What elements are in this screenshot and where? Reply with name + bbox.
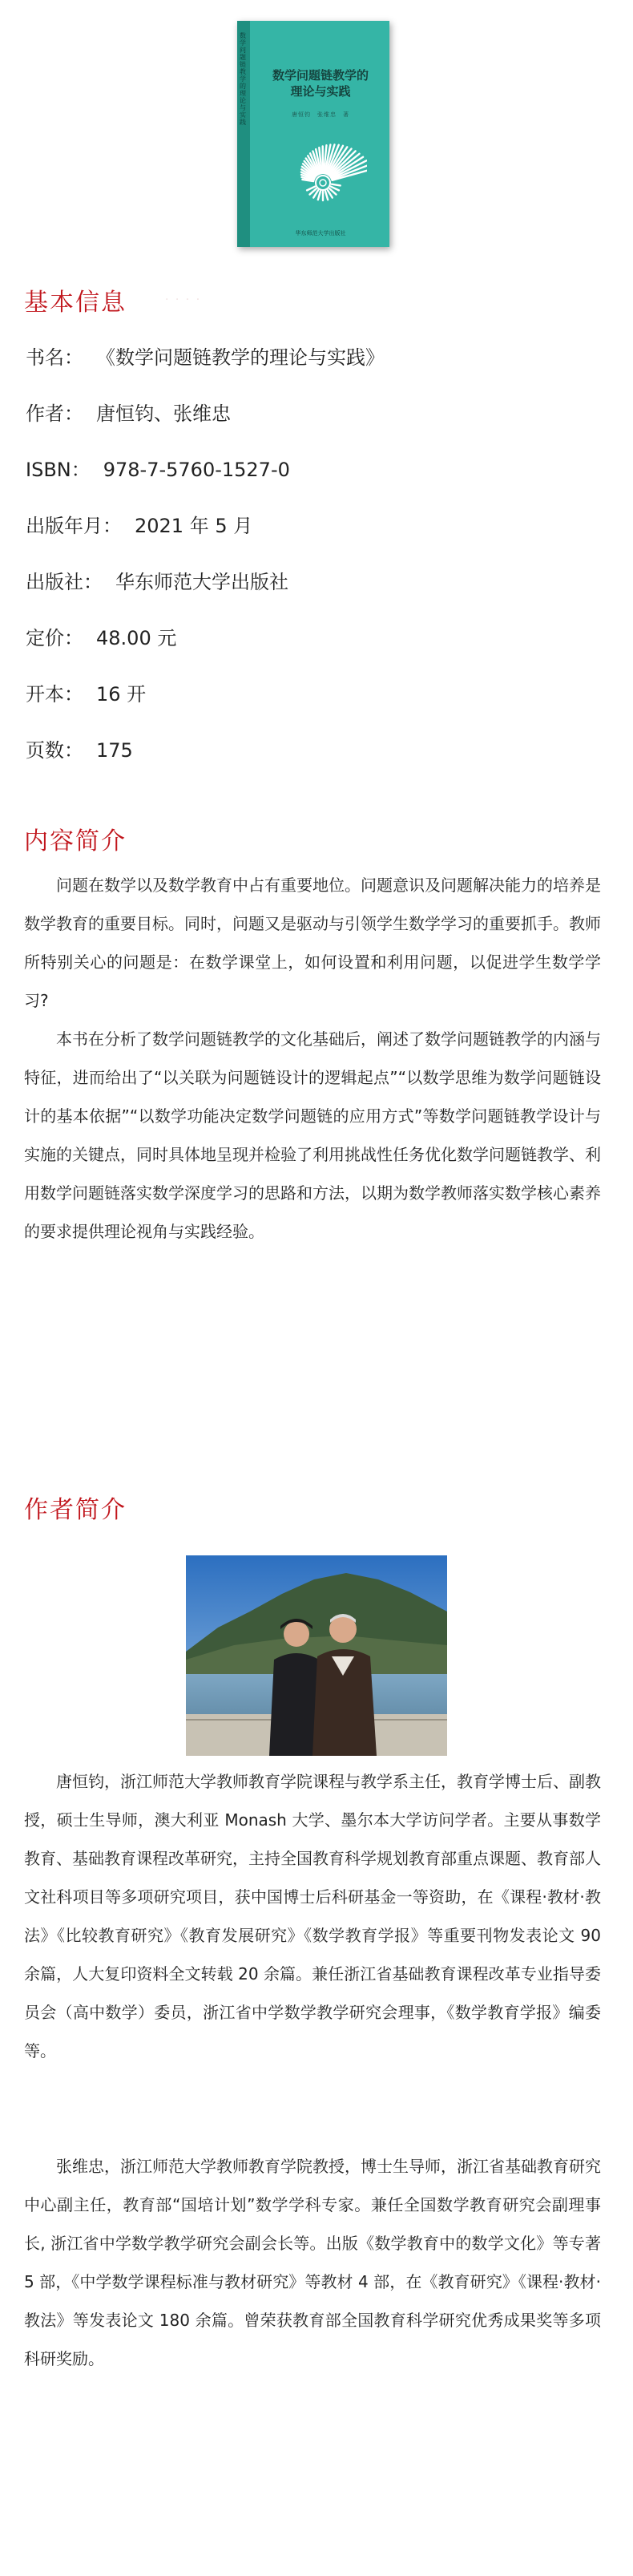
info-row-pages	[26, 734, 133, 762]
author-photo	[186, 1555, 447, 1756]
info-row-book-name	[26, 342, 385, 370]
info-row-isbn	[26, 454, 290, 482]
info-row-format	[26, 678, 146, 706]
cover-art-ray	[318, 192, 321, 200]
cover-publisher: 华东师范大学出版社	[295, 230, 346, 237]
author-paragraph-2: 张维忠，浙江师范大学教师教育学院教授，博士生导师，浙江省基础教育研究中心副主任，教育部“国培计划”数学学科专家。兼任全国数学教育研究会副理事长, 浙江省中学数学教学研究会副会长等。出版《数学教育中的数学文化》等专著 5 部，《中学数学课程标准与教材研究》等教材 4 部，在《教育研究》《课程·教材·教法》等发表论文 180 余篇。曾荣获教育部全国教育科学研究优秀成果奖等多项科研奖励。	[24, 2157, 601, 2368]
info-label-pages: 页数：	[26, 739, 83, 762]
info-value-isbn: 978-7-5760-1527-0	[103, 459, 290, 481]
info-value-pages: 175	[96, 739, 133, 762]
cover-spine	[237, 21, 250, 247]
cover-title-line2: 理论与实践	[290, 84, 351, 99]
info-label-pub-date: 出版年月：	[26, 515, 122, 537]
info-row-publisher	[26, 566, 288, 594]
info-value-publisher: 华东师范大学出版社	[115, 571, 288, 593]
info-value-price: 48.00 元	[96, 627, 177, 649]
info-value-pub-date: 2021 年 5 月	[135, 515, 253, 537]
info-value-format: 16 开	[96, 683, 147, 706]
info-row-price	[26, 622, 176, 650]
info-label-publisher: 出版社：	[26, 571, 103, 593]
info-label-book-name: 书名：	[26, 346, 83, 369]
cover-spiral-art	[279, 133, 367, 221]
cover-spine-text: 数学问题链教学的理论与实践	[240, 32, 246, 126]
cover-art-ray	[325, 192, 328, 200]
heading-authors: 作者简介	[24, 1496, 127, 1524]
info-label-format: 开本：	[26, 683, 83, 706]
summary-paragraph-1: 问题在数学以及数学教育中占有重要地位。问题意识及问题解决能力的培养是数学教育的重要目标。同时，问题又是驱动与引领学生数学学习的重要抓手。教师所特别关心的问题是：在数学课堂上，如何设置和利用问题，以促进学生数学学习?	[24, 876, 601, 1010]
info-label-isbn: ISBN：	[26, 459, 91, 481]
info-row-pub-date	[26, 510, 252, 538]
info-label-author: 作者：	[26, 402, 83, 425]
author-paragraph-1: 唐恒钧，浙江师范大学教师教育学院课程与教学系主任，教育学博士后、副教授，硕士生导师，澳大利亚 Monash 大学、墨尔本大学访问学者。主要从事数学教育、基础教育课程改革研究，主持全国教育科学规划教育部重点课题、教育部人文社科项目等多项研究项目，获中国博士后科研基金一等资助，在《课程·教材·教法》《比较教育研究》《教育发展研究》《数学教育学报》等重要刊物发表论文 90 余篇，人大复印资料全文转载 20 余篇。兼任浙江省基础教育课程改革专业指导委员会（高中数学）委员，浙江省中学数学教学研究会理事，《数学教育学报》编委等。	[24, 1772, 601, 2060]
cover-title	[260, 67, 381, 99]
cover-title-line1: 数学问题链教学的	[272, 68, 369, 83]
summary-paragraph-2: 本书在分析了数学问题链教学的文化基础后，阐述了数学问题链教学的内涵与特征，进而给出了“以关联为问题链设计的逻辑起点”“以数学思维为数学问题链设计的基本依据”“以数学功能决定数学问题链的应用方式”等数学问题链教学设计与实施的关键点，同时具体地呈现并检验了利用挑战性任务优化数学问题链教学、利用数学问题链落实数学深度学习的思路和方法，以期为数学教师落实数学核心素养的要求提供理论视角与实践经验。	[24, 1029, 601, 1241]
heading-summary: 内容简介	[24, 827, 127, 855]
cover-art-ray	[332, 184, 341, 186]
author-photo-image	[186, 1555, 447, 1756]
info-row-author	[26, 398, 231, 426]
heading-basic-info: 基本信息	[24, 289, 127, 317]
cover-authors: 唐恒钧 张维忠 著	[292, 111, 349, 118]
faint-watermark-mark: · · · ·	[165, 293, 202, 306]
info-value-book-name: 《数学问题链教学的理论与实践》	[96, 346, 385, 369]
info-label-price: 定价：	[26, 627, 83, 649]
book-cover	[237, 21, 389, 247]
info-value-author: 唐恒钧、张维忠	[96, 402, 231, 425]
